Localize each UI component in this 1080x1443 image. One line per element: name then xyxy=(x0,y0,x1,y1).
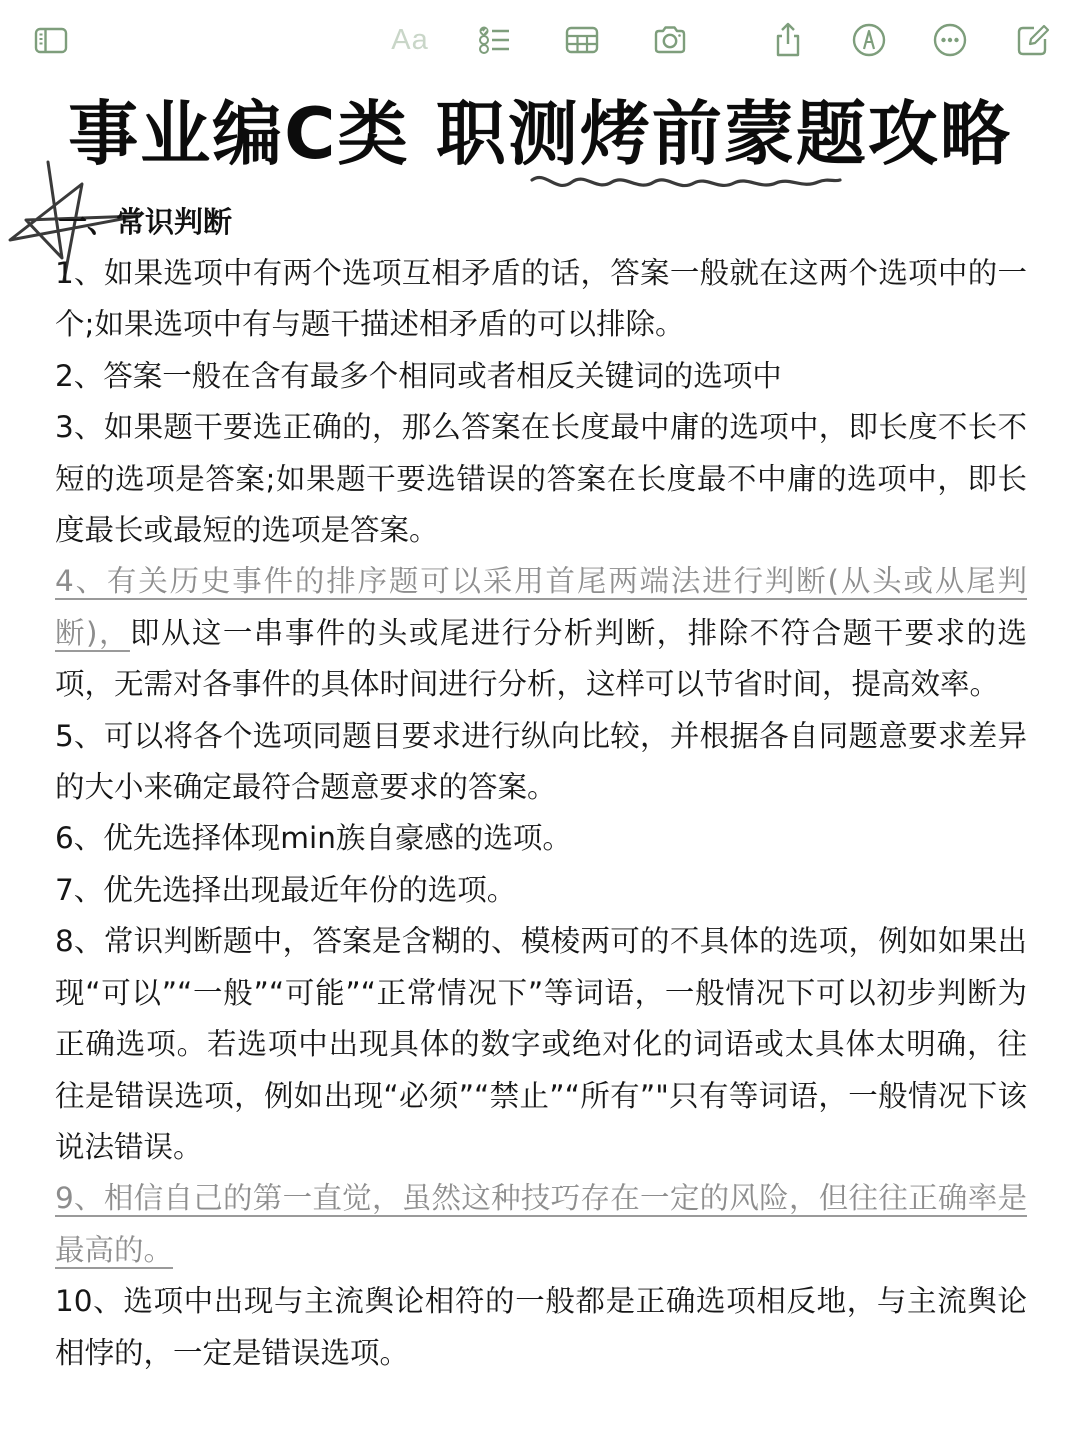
list-item: 1、如果选项中有两个选项互相矛盾的话，答案一般就在这两个选项中的一个;如果选项中有与题干描述相矛盾的可以排除。 xyxy=(55,256,1027,342)
share-button[interactable] xyxy=(766,18,810,62)
more-options-button[interactable] xyxy=(928,18,972,62)
list-item xyxy=(55,1173,1027,1276)
markup-pen-icon xyxy=(850,21,888,59)
highlighted-text: 4、有关历史事件的排序题可以采用首尾两端法进行判断(从头或从尾判断)， xyxy=(55,564,1027,650)
list-item: 10、选项中出现与主流舆论相符的一般都是正确选项相反地，与主流舆论相悖的，一定是错误选项。 xyxy=(55,1284,1027,1370)
note-title: 事业编C类 职测烤前蒙题攻略 xyxy=(68,93,1012,175)
list-item: 7、优先选择出现最近年份的选项。 xyxy=(55,872,517,907)
text-format-icon: Aa xyxy=(391,23,429,56)
more-options-icon xyxy=(931,21,969,59)
list-item: 3、如果题干要选正确的，那么答案在长度最中庸的选项中，即长度不长不短的选项是答案;如果题干要选错误的答案在长度最不中庸的选项中，即长度最长或最短的选项是答案。 xyxy=(55,410,1027,548)
text-format-button[interactable] xyxy=(388,18,432,62)
checklist-button[interactable] xyxy=(472,18,516,62)
list-item: 6、优先选择体现min族自豪感的选项。 xyxy=(55,821,572,856)
sidebar-toggle-button[interactable] xyxy=(29,18,73,62)
table-icon xyxy=(563,21,601,59)
camera-icon xyxy=(651,21,689,59)
wavy-underline-decoration xyxy=(528,168,844,198)
camera-button[interactable] xyxy=(648,18,692,62)
compose-icon xyxy=(1014,21,1052,59)
list-item: 4、有关历史事件的排序题可以采用首尾两端法进行判断(从头或从尾判断)，即从这一串事件的头或尾进行分析判断，排除不符合题干要求的选项，无需对各事件的具体时间进行分析，这样可以节省时间，提高效率。 xyxy=(55,564,1027,702)
section-heading: 一、常识判断 xyxy=(58,205,233,239)
highlighted-text: 9、相信自己的第一直觉，虽然这种技巧存在一定的风险，但往往正确率是最高的。 xyxy=(55,1181,1027,1267)
list-item: 2、答案一般在含有最多个相同或者相反关键词的选项中 xyxy=(55,358,782,393)
sidebar-toggle-icon xyxy=(32,21,70,59)
list-item: 8、常识判断题中，答案是含糊的、模棱两可的不具体的选项，例如如果出现“可以”“一般”“可能”“正常情况下”等词语，一般情况下可以初步判断为正确选项。若选项中出现具体的数字或绝对化的词语或太具体太明确，往往是错误选项，例如出现“必须”“禁止”“所有”"只有等词语，一般情况下该说法错误。 xyxy=(55,924,1027,1164)
note-toolbar xyxy=(0,0,1080,84)
checklist-icon xyxy=(475,21,513,59)
table-button[interactable] xyxy=(560,18,604,62)
compose-button[interactable] xyxy=(1011,18,1055,62)
list-item: 5、可以将各个选项同题目要求进行纵向比较，并根据各自同题意要求差异的大小来确定最符合题意要求的答案。 xyxy=(55,718,1027,805)
markup-button[interactable] xyxy=(847,18,891,62)
note-body xyxy=(55,248,1027,1379)
share-icon xyxy=(769,21,807,59)
